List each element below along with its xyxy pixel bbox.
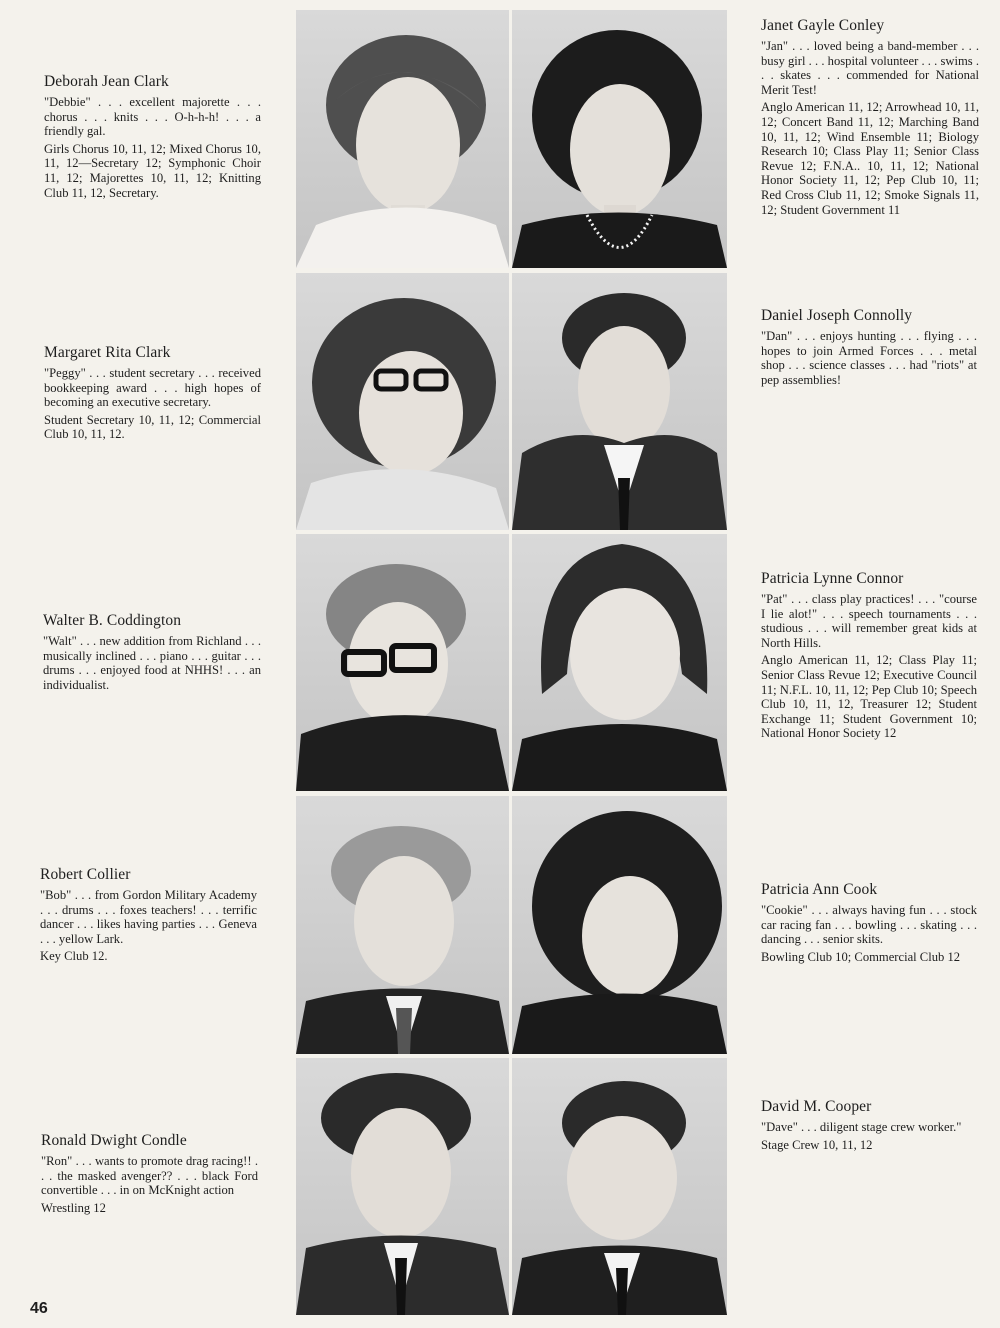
student-description: "Dan" . . . enjoys hunting . . . flying . . . hopes to join Armed Forces . . . metal shop . . . science classes . . . had "riots" at pep assemblies! [761, 329, 977, 387]
entry-patricia-cook [761, 881, 977, 964]
student-name: David M. Cooper [761, 1098, 872, 1115]
student-description: "Bob" . . . from Gordon Military Academy . . . drums . . . foxes teachers! . . . terrific dancer . . . likes having parties . . . Geneva . . . yellow Lark. [40, 888, 257, 946]
student-activities: Girls Chorus 10, 11, 12; Mixed Chorus 10, 11, 12—Secretary 12; Symphonic Choir 11, 12; Majorettes 10, 11, 12; Knitting Club 11, 12, Secretary. [44, 141, 261, 200]
portrait-photo [296, 10, 509, 268]
student-description: "Debbie" . . . excellent majorette . . . chorus . . . knits . . . O-h-h-h! . . . a friendly gal. [44, 95, 261, 139]
student-name: Ronald Dwight Condle [41, 1132, 187, 1149]
portrait-photo [512, 796, 727, 1054]
student-name: Deborah Jean Clark [44, 73, 169, 90]
student-name: Janet Gayle Conley [761, 17, 885, 34]
portrait-photo [296, 273, 509, 530]
student-description: "Pat" . . . class play practices! . . . "course I lie alot!" . . . speech tournaments . . . studious . . . will remember great kids at North Hills. [761, 592, 977, 650]
student-description: "Dave" . . . diligent stage crew worker." [761, 1120, 962, 1134]
student-activities: Anglo American 11, 12; Arrowhead 10, 11, 12; Concert Band 11, 12; Marching Band 10, 11, 12; Wind Ensemble 11; Biology Research 10; Class Play 11; Senior Class Revue 12; F.N.A.. 10, 11, 12; National Honor Society 11, 12; Pep Club 10, 11; Red Cross Club 11, 12; Smoke Signals 11, 12; Student Government 11 [761, 100, 979, 217]
page-number: 46 [30, 1300, 48, 1317]
entry-david-cooper [761, 1098, 977, 1152]
student-activities: Student Secretary 10, 11, 12; Commercial Club 10, 11, 12. [44, 412, 261, 442]
student-description: "Ron" . . . wants to promote drag racing!! . . . the masked avenger?? . . . black Ford convertible . . . in on McKnight action [41, 1154, 258, 1198]
student-description: "Peggy" . . . student secretary . . . received bookkeeping award . . . high hopes of becoming an executive secretary. [44, 366, 261, 410]
portrait-photo [296, 796, 509, 1054]
student-description: "Cookie" . . . always having fun . . . stock car racing fan . . . bowling . . . skating . . . dancing . . . senior skits. [761, 903, 977, 947]
portrait-photo [512, 273, 727, 530]
portrait-photo [296, 1058, 509, 1315]
entry-robert-collier [40, 866, 257, 964]
student-name: Walter B. Coddington [43, 612, 182, 629]
portrait-photo [512, 10, 727, 268]
student-name: Robert Collier [40, 866, 131, 883]
student-description: "Walt" . . . new addition from Richland . . . musically inclined . . . piano . . . guitar . . . drums . . . enjoyed food at NHHS! . . . an individualist. [43, 634, 261, 692]
student-activities: Stage Crew 10, 11, 12 [761, 1137, 873, 1152]
entry-janet-conley [761, 17, 979, 217]
student-activities: Wrestling 12 [41, 1200, 106, 1215]
entry-patricia-connor [761, 570, 977, 741]
entry-daniel-connolly [761, 307, 977, 387]
student-name: Patricia Lynne Connor [761, 570, 904, 587]
student-name: Patricia Ann Cook [761, 881, 878, 898]
student-activities: Bowling Club 10; Commercial Club 12 [761, 949, 961, 964]
entry-margaret-clark [44, 344, 261, 442]
entry-ronald-condle [41, 1132, 258, 1215]
student-name: Daniel Joseph Connolly [761, 307, 913, 324]
portrait-photo [512, 534, 727, 791]
student-description: "Jan" . . . loved being a band-member . . . busy girl . . . hospital volunteer . . . swims . . . skates . . . commended for National Merit Test! [761, 39, 979, 97]
entry-deborah-clark [44, 73, 261, 200]
student-activities: Key Club 12. [40, 949, 108, 964]
entry-walter-coddington [43, 612, 261, 692]
student-activities: Anglo American 11, 12; Class Play 11; Senior Class Revue 12; Executive Council 11; N.F.L. 10, 11, 12; Pep Club 10; Speech Club 10, 11, 12, Treasurer 12; Student Exchange 11; Student Government 10; National Honor Society 12 [761, 653, 977, 741]
student-name: Margaret Rita Clark [44, 344, 171, 361]
portrait-photo [296, 534, 509, 791]
portrait-photo [512, 1058, 727, 1315]
